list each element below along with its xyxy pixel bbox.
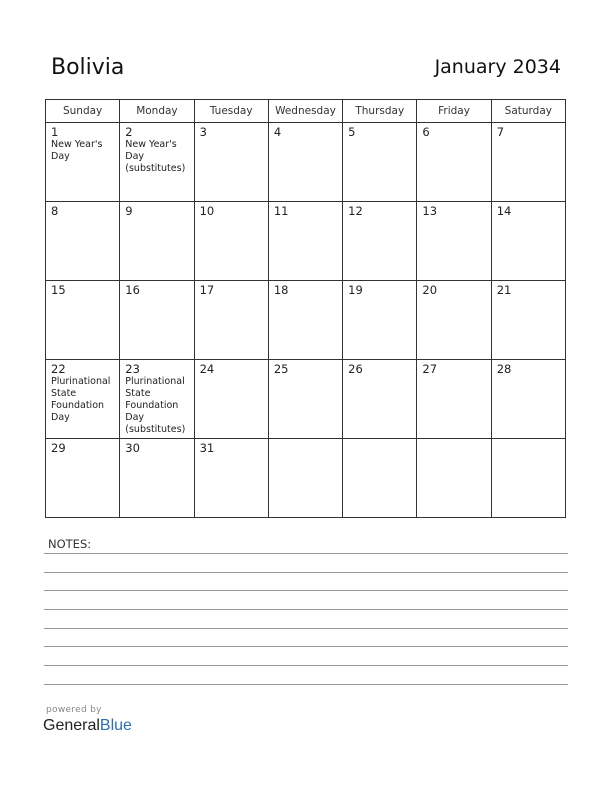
day-cell <box>268 360 342 439</box>
day-number: 13 <box>422 204 438 218</box>
day-number: 8 <box>51 204 59 218</box>
weekday-tuesday: Tuesday <box>194 100 268 123</box>
day-number: 20 <box>422 283 438 297</box>
day-cell <box>194 360 268 439</box>
day-number: 28 <box>496 362 512 376</box>
day-number: 19 <box>348 283 363 297</box>
day-cell <box>417 360 491 439</box>
day-cell <box>491 123 565 202</box>
weekday-header-row <box>46 100 566 123</box>
powered-by-text: powered by <box>46 705 102 715</box>
logo-blue-text: Blue <box>99 717 132 734</box>
note-line <box>44 628 568 629</box>
generalblue-logo[interactable] <box>43 717 132 735</box>
note-line <box>44 646 568 647</box>
day-number: 7 <box>496 125 505 139</box>
day-number: 18 <box>273 283 289 297</box>
day-number: 2 <box>125 125 133 139</box>
day-cell <box>268 202 342 281</box>
day-cell <box>46 360 120 439</box>
weekday-saturday: Saturday <box>491 100 565 123</box>
day-number: 16 <box>125 283 140 297</box>
week-row <box>46 439 566 518</box>
week-row <box>46 281 566 360</box>
day-cell <box>194 439 268 518</box>
day-number: 31 <box>199 441 215 455</box>
day-cell <box>491 439 565 518</box>
day-cell <box>194 202 268 281</box>
day-cell <box>491 202 565 281</box>
note-line <box>44 684 568 685</box>
day-number: 24 <box>199 362 215 376</box>
day-cell <box>491 360 565 439</box>
day-number: 11 <box>273 204 289 218</box>
logo-general-text: General <box>43 717 100 734</box>
holiday-label: State <box>51 388 77 399</box>
day-cell <box>491 281 565 360</box>
day-cell <box>343 360 417 439</box>
day-number: 29 <box>51 441 66 455</box>
day-cell <box>46 281 120 360</box>
day-number: 30 <box>125 441 140 455</box>
weekday-monday: Monday <box>120 100 194 123</box>
note-line <box>44 665 568 666</box>
day-number: 9 <box>125 204 133 218</box>
day-number: 15 <box>51 283 66 297</box>
day-number: 14 <box>496 204 512 218</box>
note-line <box>44 590 568 591</box>
page-title-country: Bolivia <box>51 55 125 80</box>
day-cell <box>417 202 491 281</box>
day-cell <box>120 439 194 518</box>
day-cell <box>268 123 342 202</box>
notes-label: NOTES: <box>48 537 92 551</box>
day-number: 27 <box>422 362 438 376</box>
holiday-label: New Year's <box>51 139 103 150</box>
day-number: 26 <box>348 362 363 376</box>
holiday-label: Day <box>125 151 145 162</box>
day-cell <box>46 202 120 281</box>
weekday-wednesday: Wednesday <box>268 100 342 123</box>
holiday-label: (substitutes) <box>125 424 186 435</box>
day-cell <box>343 281 417 360</box>
day-number: 21 <box>496 283 512 297</box>
day-number: 3 <box>199 125 207 139</box>
day-cell <box>417 123 491 202</box>
day-cell <box>120 360 194 439</box>
day-number: 6 <box>422 125 430 139</box>
day-number: 1 <box>51 125 59 139</box>
day-number: 5 <box>348 125 356 139</box>
day-number: 12 <box>348 204 363 218</box>
holiday-label: Day <box>51 412 70 423</box>
holiday-label: (substitutes) <box>125 163 186 174</box>
day-number: 25 <box>273 362 289 376</box>
holiday-label: New Year's <box>125 139 177 150</box>
day-cell <box>343 123 417 202</box>
holiday-label: Day <box>125 412 145 423</box>
weekday-sunday: Sunday <box>46 100 120 123</box>
day-cell <box>194 281 268 360</box>
holiday-label: Day <box>51 151 70 162</box>
weekday-friday: Friday <box>417 100 491 123</box>
weekday-thursday: Thursday <box>343 100 417 123</box>
day-number: 23 <box>125 362 140 376</box>
week-row <box>46 202 566 281</box>
holiday-label: State <box>125 388 151 399</box>
holiday-label: Plurinational <box>51 376 111 387</box>
day-cell <box>120 281 194 360</box>
day-cell <box>417 439 491 518</box>
week-row <box>46 123 566 202</box>
holiday-label: Foundation <box>125 400 179 411</box>
note-line <box>44 572 568 573</box>
note-line <box>44 553 568 554</box>
day-number: 17 <box>199 283 215 297</box>
day-cell <box>120 123 194 202</box>
day-cell <box>268 281 342 360</box>
day-number: 10 <box>199 204 215 218</box>
page-title-month: January 2034 <box>434 56 561 78</box>
day-cell <box>46 123 120 202</box>
holiday-label: Plurinational <box>125 376 185 387</box>
note-line <box>44 609 568 610</box>
day-number: 22 <box>51 362 66 376</box>
day-cell <box>343 439 417 518</box>
day-number: 4 <box>273 125 282 139</box>
day-cell <box>46 439 120 518</box>
day-cell <box>343 202 417 281</box>
day-cell <box>120 202 194 281</box>
day-cell <box>417 281 491 360</box>
calendar-grid <box>45 99 566 518</box>
week-row <box>46 360 566 439</box>
day-cell <box>268 439 342 518</box>
day-cell <box>194 123 268 202</box>
holiday-label: Foundation <box>51 400 105 411</box>
